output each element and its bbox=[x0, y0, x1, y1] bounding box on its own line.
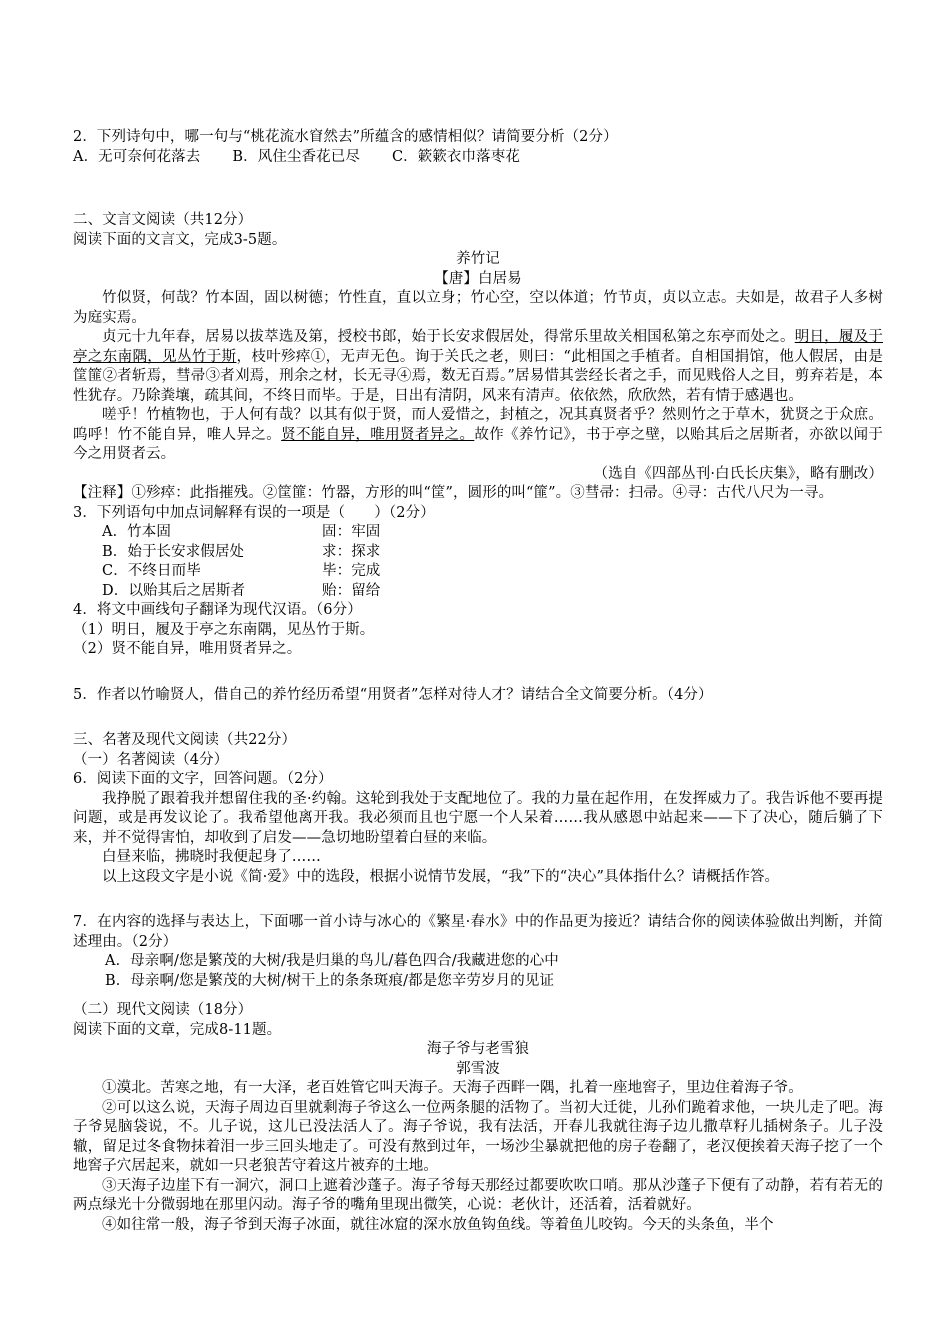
question-4-sentence-2: （2）贤不能自异，唯用贤者异之。 bbox=[73, 641, 302, 657]
q3-option-a-text: A．竹本固 bbox=[102, 524, 171, 540]
q3-option-c-gloss: 毕：完成 bbox=[322, 563, 381, 579]
question-4-stem: 4．将文中画线句子翻译为现代汉语。（6分） bbox=[73, 602, 362, 618]
section-2-title: 二、文言文阅读（共12分） bbox=[73, 212, 253, 228]
essay-source: （选自《四部丛刊·白氏长庆集》，略有删改） bbox=[593, 465, 883, 482]
question-4-sentence-1: （1）明日，履及于亭之东南隅，见丛竹于斯。 bbox=[73, 621, 375, 638]
q3-option-d-text: D．以贻其后之居斯者 bbox=[102, 582, 246, 599]
story-author: 郭雪波 bbox=[456, 1060, 500, 1077]
question-6-prompt: 以上这段文字是小说《简·爱》中的选段，根据小说情节发展，“我”下的“决心”具体指什么？请概括作答。 bbox=[102, 868, 780, 885]
q2-option-c[interactable]: C．簌簌衣巾落枣花 bbox=[391, 148, 520, 165]
essay-paragraph-2 bbox=[73, 328, 883, 406]
question-5-stem: 5．作者以竹喻贤人，借自己的养竹经历希望“用贤者”怎样对待人才？请结合全文简要分析。（4分） bbox=[73, 686, 713, 703]
q3-option-d-gloss: 贻：留给 bbox=[322, 582, 381, 599]
q2-option-a[interactable]: A．无可奈何花落去 bbox=[73, 148, 201, 165]
question-2-stem: 2．下列诗句中，哪一句与“桃花流水窅然去”所蕴含的感情相似？请简要分析（2分） bbox=[73, 129, 618, 145]
section-3-intro-2: 阅读下面的文章，完成8-11题。 bbox=[73, 1021, 282, 1038]
essay-p3-text-b: 故作《养竹记》，书于亭之壁，以贻其后之居斯者，亦欲以闻于今之用贤者云。 bbox=[73, 426, 883, 462]
section-3-sub-2: （二）现代文阅读（18分） bbox=[73, 1002, 253, 1018]
section-3-sub-1: （一）名著阅读（4分） bbox=[73, 751, 229, 768]
section-2-intro: 阅读下面的文言文，完成3-5题。 bbox=[73, 231, 287, 248]
story-paragraph-2: ②可以这么说，天海子周边百里就剩海子爷这么一位两条腿的活物了。当初大迁徙，儿孙们跪着求他，一块儿走了吧。海子爷晃脑袋说，不。儿子说，这儿已没法活人了。海子爷说，我有法活，开春儿我就往海子边儿撒草籽儿插树条子。儿子没辙，留足过冬食物抹着泪一步三回头地走了。可没有熬到过年，一场沙尘暴就把他的房子卷翻了，老汉便挨着天海子挖了一个地窖子穴居起来，就如一只老狼苦守着这片被弃的土地。 bbox=[73, 1099, 883, 1174]
story-title: 海子爷与老雪狼 bbox=[426, 1041, 530, 1057]
essay-p2-text-b: ，枝叶殄瘁①，无声无色。询于关氏之老，则曰：“此相国之手植者。自相国捐馆，他人假居，由是筐篚②者斩焉，彗帚③者刈焉，刑余之材，长无寻④焉，数无百焉。”居易惜其尝经长者之手，而见贱俗人之目，剪弃若是，本性犹存。乃除粪壤，疏其间，不终日而毕。于是，日出有清阴，风来有清声。依依然，欣欣然，若有情于感遇也。 bbox=[73, 348, 883, 404]
story-paragraph-4: ④如往常一般，海子爷到天海子冰面，就往冰窟的深水放鱼钩鱼线。等着鱼儿咬钩。今天的头条鱼，半个 bbox=[102, 1216, 774, 1233]
essay-p3-text-a: 嗟乎！竹植物也，于人何有哉？以其有似于贤，而人爱惜之，封植之，况其真贤者乎？然则竹之于草木，犹贤之于众庶。呜呼！竹不能自异，唯人异之。 bbox=[73, 407, 883, 443]
underlined-sentence-1: 明日，履及于亭之东南隅，见丛竹于斯 bbox=[73, 329, 883, 365]
essay-paragraph-3 bbox=[73, 406, 883, 465]
question-6-stem: 6．阅读下面的文字，回答问题。（2分） bbox=[73, 771, 333, 787]
question-2-options bbox=[73, 148, 883, 168]
q3-option-c-text: C．不终日而毕 bbox=[102, 563, 201, 579]
q3-option-d[interactable] bbox=[73, 582, 883, 602]
q3-option-c[interactable] bbox=[73, 562, 883, 582]
question-6-passage-1: 我挣脱了跟着我并想留住我的圣·约翰。这轮到我处于支配地位了。我的力量在起作用，在发挥威力了。我告诉他不要再提问题，或是再发议论了。我希望他离开我。我必须而且也宁愿一个人呆着……我从感恩中站起来——下了决心，随后躺了下来，并不觉得害怕，却收到了启发——急切地盼望着白昼的来临。 bbox=[73, 790, 883, 846]
essay-notes: 【注释】①殄瘁：此指摧残。②筐篚：竹器，方形的叫“筐”，圆形的叫“篚”。③彗帚：扫帚。④寻：古代八尺为一寻。 bbox=[73, 485, 834, 501]
essay-author: 【唐】白居易 bbox=[434, 270, 522, 287]
q7-option-b[interactable]: B．母亲啊/您是繁茂的大树/树干上的条条斑痕/都是您辛劳岁月的见证 bbox=[105, 972, 555, 989]
q3-option-b-gloss: 求：探求 bbox=[322, 543, 381, 560]
question-3-stem: 3．下列语句中加点词解释有误的一项是（ ）（2分） bbox=[73, 504, 435, 521]
exam-page bbox=[73, 128, 883, 1235]
underlined-sentence-2: 贤不能自异，唯用贤者异之。 bbox=[281, 426, 475, 443]
essay-paragraph-1: 竹似贤，何哉？竹本固，固以树德；竹性直，直以立身；竹心空，空以体道；竹节贞，贞以立志。夫如是，故君子人多树为庭实焉。 bbox=[73, 290, 883, 326]
section-3-title: 三、名著及现代文阅读（共22分） bbox=[73, 732, 297, 748]
q2-option-b[interactable]: B．风住尘香花已尽 bbox=[232, 148, 360, 165]
story-paragraph-3: ③天海子边崖下有一洞穴，洞口上遮着沙蓬子。海子爷每天那经过都要吹吹口哨。那从沙蓬子下便有了动静，若有若无的两点绿光十分微弱地在那里闪动。海子爷的嘴角里现出微笑，心说：老伙计，还活着，活着就好。 bbox=[73, 1177, 883, 1213]
essay-p2-text-a: 贞元十九年春，居易以拔萃选及第，授校书郎，始于长安求假居处，得常乐里故关相国私第之东亭而处之。 bbox=[102, 329, 795, 345]
q3-option-a[interactable] bbox=[73, 523, 883, 543]
question-6-passage-2: 白昼来临，拂晓时我便起身了…… bbox=[102, 849, 321, 865]
q7-option-a[interactable]: A．母亲啊/您是繁茂的大树/我是归巢的鸟儿/暮色四合/我藏进您的心中 bbox=[105, 953, 559, 969]
q3-option-b[interactable] bbox=[73, 543, 883, 563]
question-7-stem: 7．在内容的选择与表达上，下面哪一首小诗与冰心的《繁星·春水》中的作品更为接近？请结合你的阅读体验做出判断，并简述理由。（2分） bbox=[73, 914, 883, 950]
essay-title: 养竹记 bbox=[456, 251, 500, 267]
q3-option-a-gloss: 固：牢固 bbox=[322, 524, 381, 540]
q3-option-b-text: B．始于长安求假居处 bbox=[102, 543, 245, 560]
story-paragraph-1: ①漠北。苦寒之地，有一大泽，老百姓管它叫天海子。天海子西畔一隅，扎着一座地窖子，里边住着海子爷。 bbox=[102, 1080, 803, 1096]
